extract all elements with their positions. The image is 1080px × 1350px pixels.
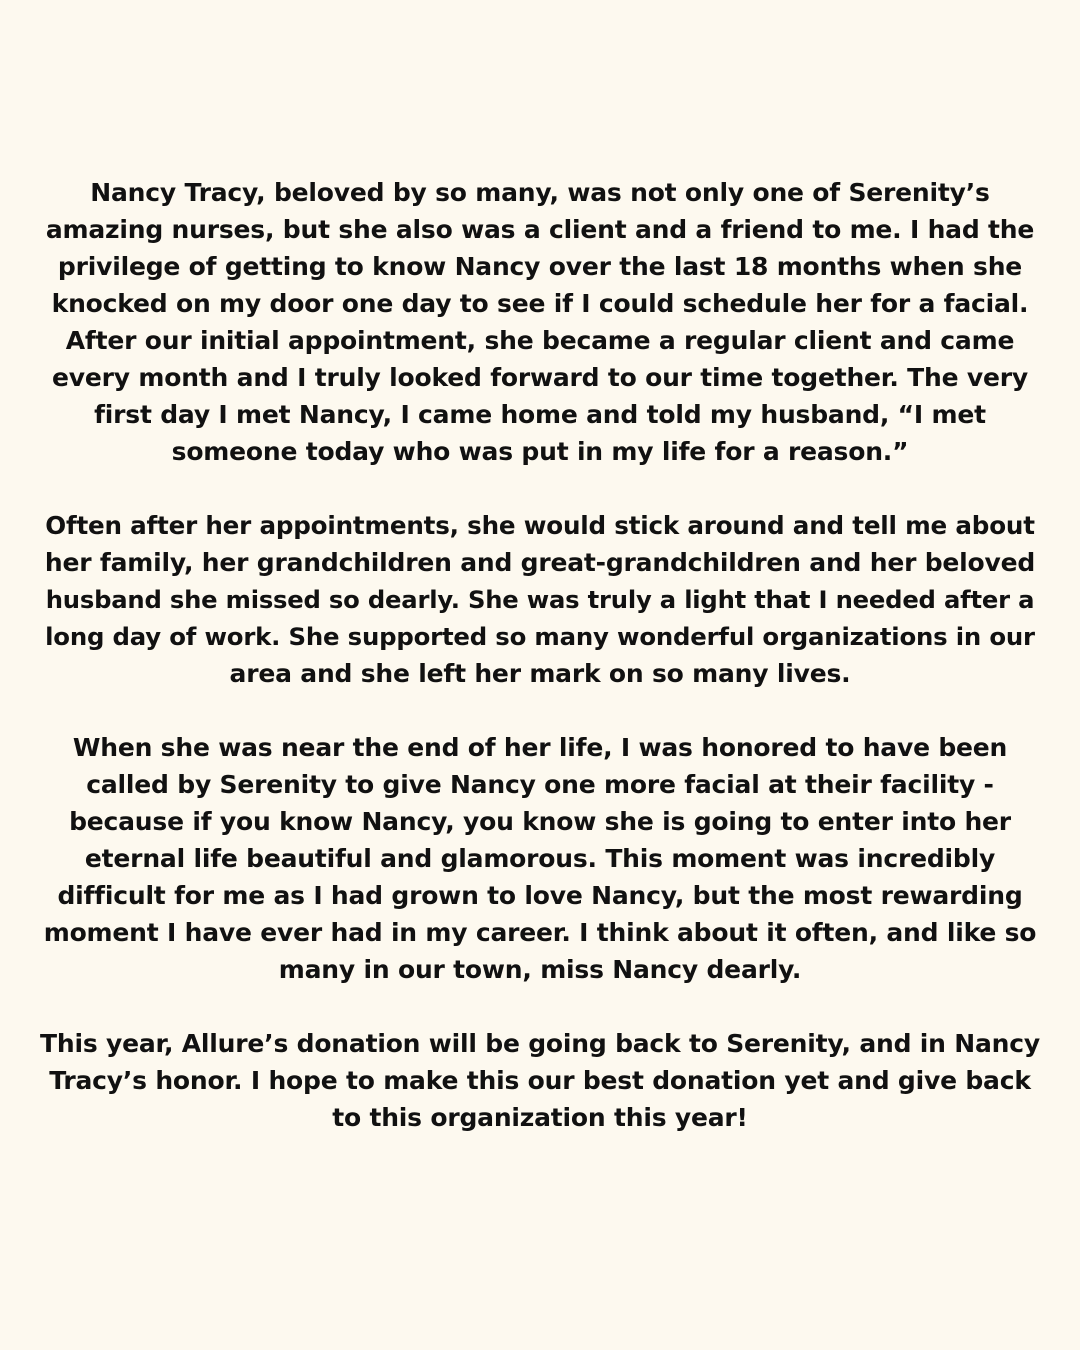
text-line: eternal life beautiful and glamorous. This moment was incredibly: [84, 844, 996, 873]
text-line: every month and I truly looked forward to our time together. The very: [52, 363, 1028, 392]
text-line: area and she left her mark on so many lives.: [229, 659, 851, 688]
text-line: moment I have ever had in my career. I think about it often, and like so: [43, 918, 1037, 947]
text-line: first day I met Nancy, I came home and told my husband, “I met: [94, 400, 986, 429]
paragraph-family: [40, 507, 1040, 692]
text-line: privilege of getting to know Nancy over the last 18 months when she: [57, 252, 1023, 281]
text-line: called by Serenity to give Nancy one more facial at their facility -: [86, 770, 994, 799]
text-line: Nancy Tracy, beloved by so many, was not only one of Serenity’s: [90, 178, 990, 207]
paragraph-final-facial: [40, 729, 1040, 988]
text-line: to this organization this year!: [332, 1103, 748, 1132]
text-line: knocked on my door one day to see if I could schedule her for a facial.: [51, 289, 1029, 318]
text-line: Often after her appointments, she would stick around and tell me about: [45, 511, 1035, 540]
text-line: amazing nurses, but she also was a client and a friend to me. I had the: [45, 215, 1035, 244]
text-line: difficult for me as I had grown to love Nancy, but the most rewarding: [57, 881, 1023, 910]
paragraph-donation: [40, 1025, 1040, 1136]
text-line: This year, Allure’s donation will be going back to Serenity, and in Nancy: [40, 1029, 1040, 1058]
text-line: long day of work. She supported so many wonderful organizations in our: [45, 622, 1035, 651]
text-line: someone today who was put in my life for a reason.”: [171, 437, 909, 466]
paragraph-introduction: [40, 174, 1040, 470]
text-line: because if you know Nancy, you know she is going to enter into her: [69, 807, 1011, 836]
text-line: After our initial appointment, she became a regular client and came: [65, 326, 1015, 355]
text-line: Tracy’s honor. I hope to make this our best donation yet and give back: [49, 1066, 1031, 1095]
text-line: her family, her grandchildren and great-grandchildren and her beloved: [44, 548, 1036, 577]
tribute-text: [40, 174, 1040, 1173]
text-line: When she was near the end of her life, I was honored to have been: [72, 733, 1008, 762]
text-line: husband she missed so dearly. She was truly a light that I needed after a: [45, 585, 1035, 614]
text-line: many in our town, miss Nancy dearly.: [278, 955, 802, 984]
